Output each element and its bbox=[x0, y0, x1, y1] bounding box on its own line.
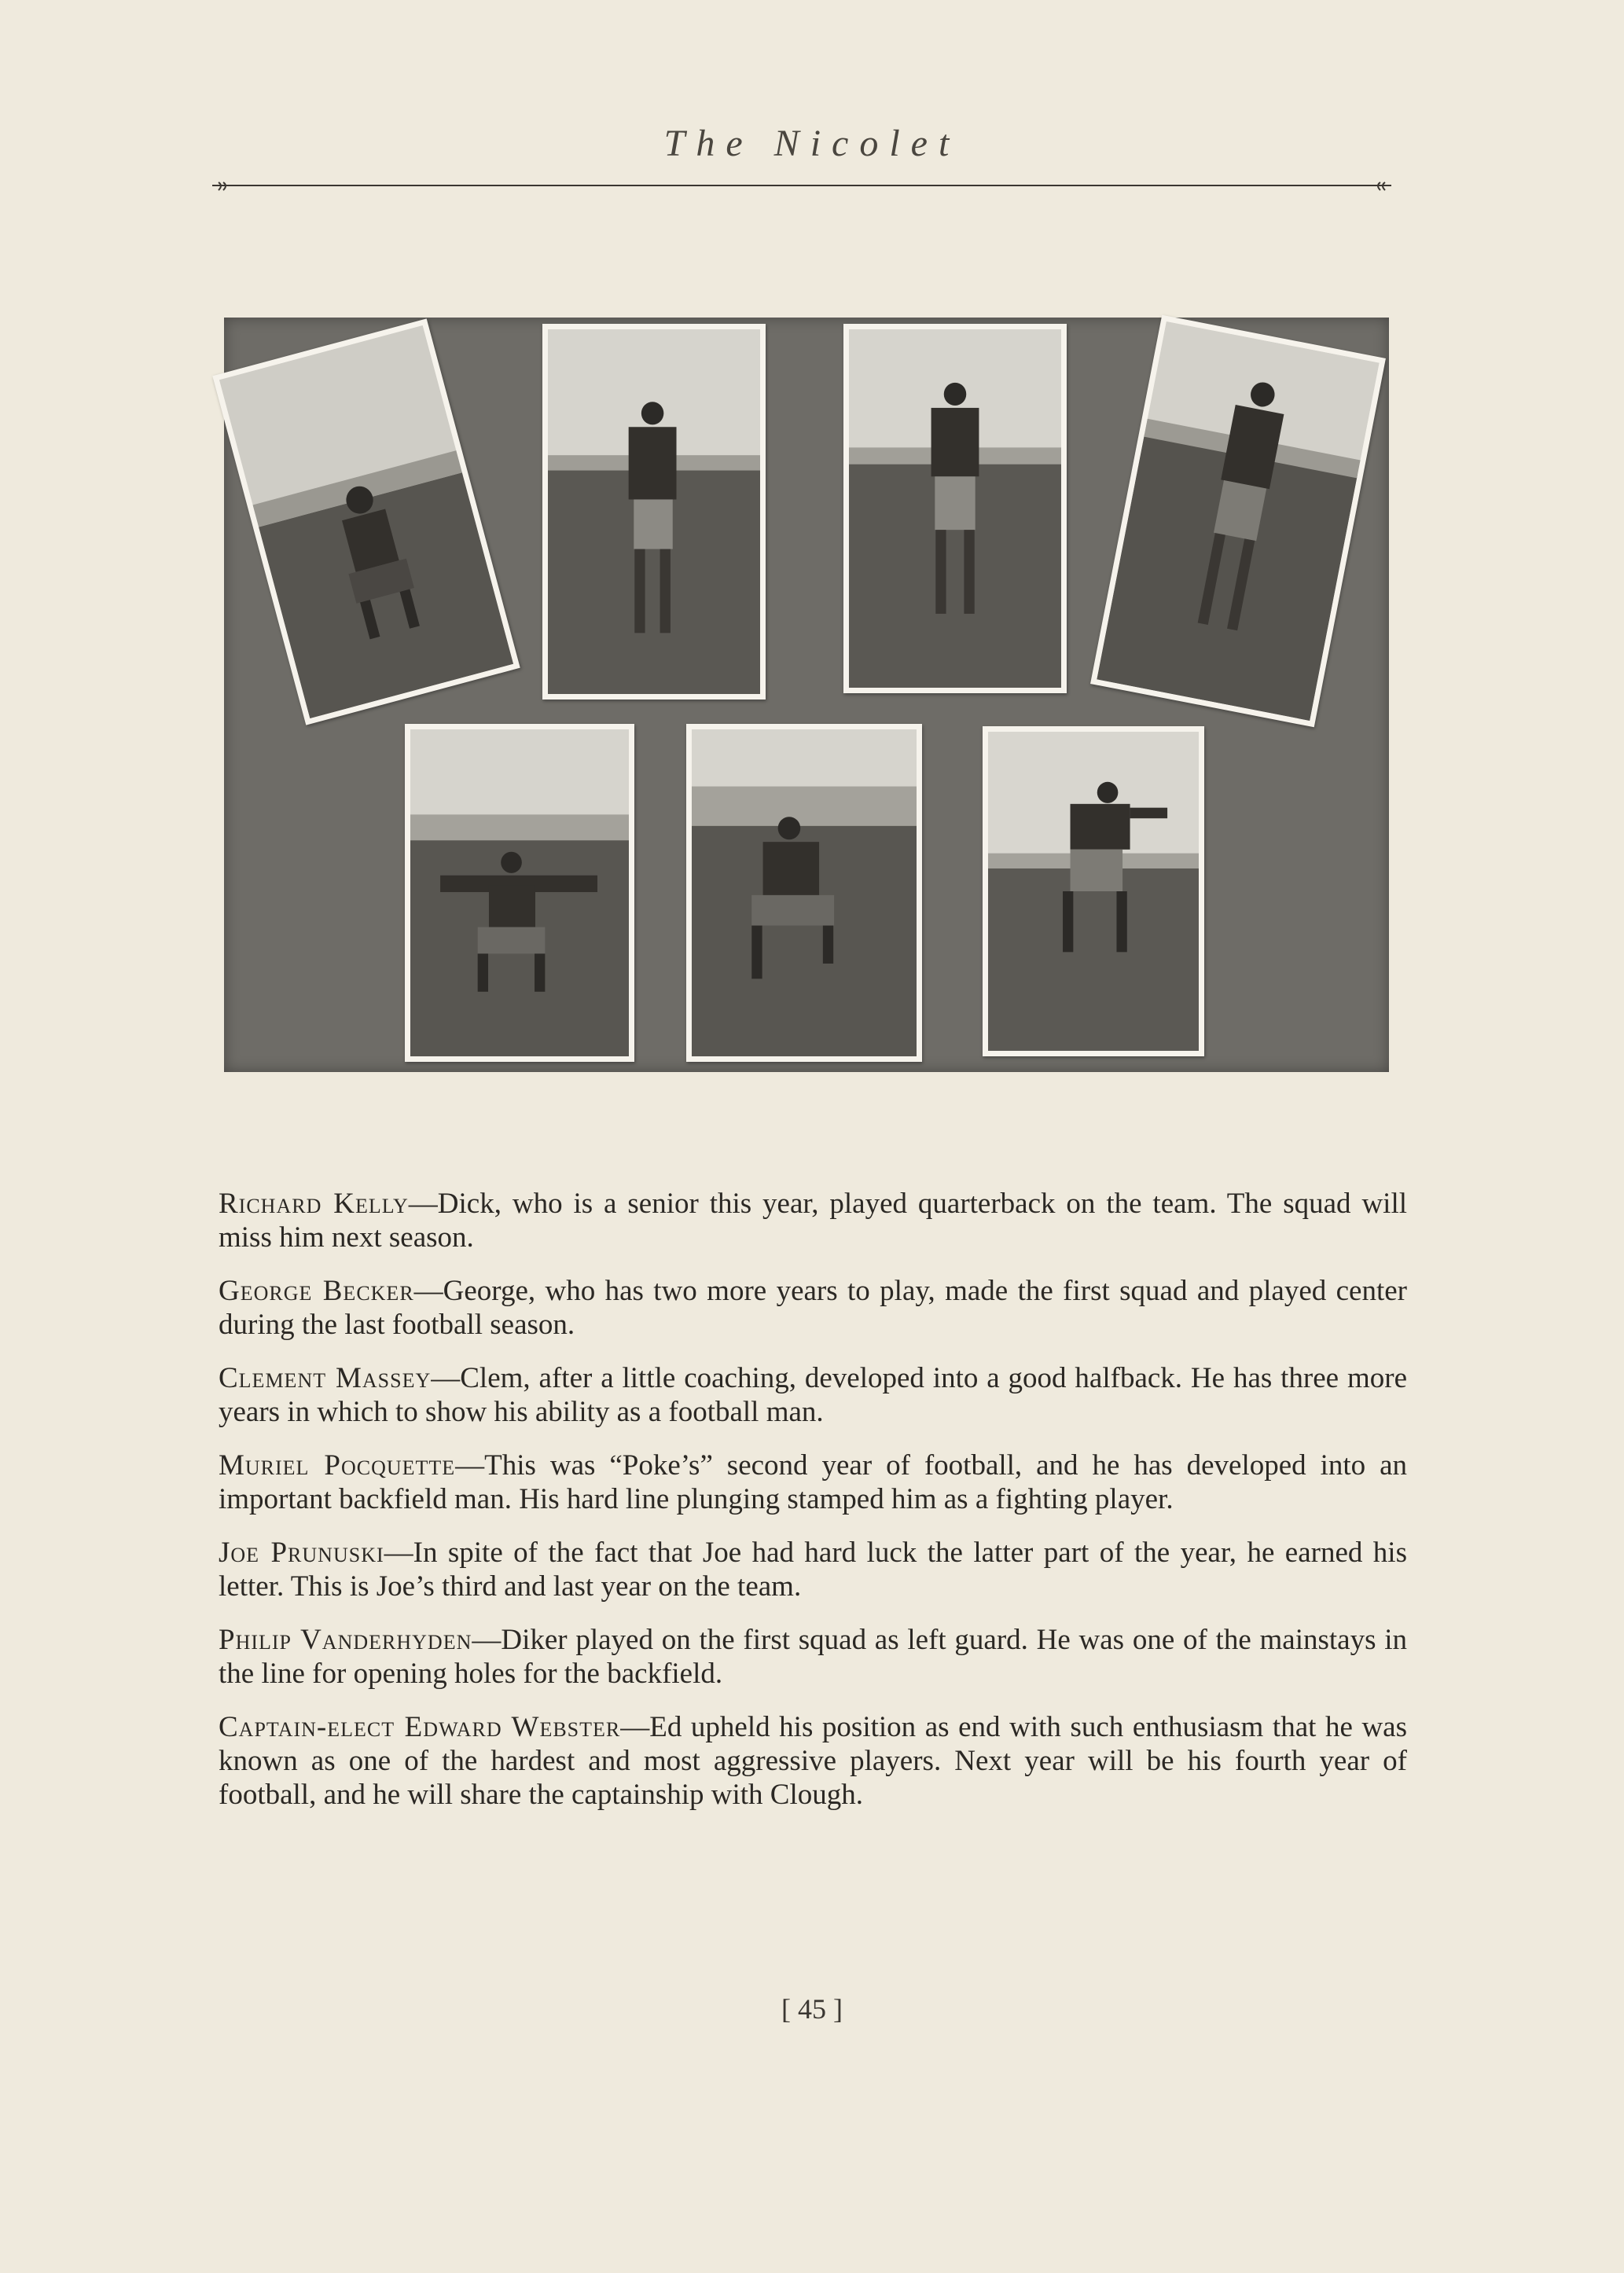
player-name: Richard Kelly bbox=[219, 1188, 409, 1220]
player-description: —Diker played on the first squad as left guard. He was one of the mainstays in the line for opening holes for the backfield. bbox=[219, 1624, 1407, 1690]
player-name: Muriel Pocquette bbox=[219, 1449, 456, 1482]
player-bio bbox=[219, 1710, 1407, 1812]
player-bio bbox=[219, 1361, 1407, 1429]
player-bio bbox=[219, 1449, 1407, 1516]
player-name: Joe Prunuski bbox=[219, 1537, 384, 1569]
page-number: [ 45 ] bbox=[781, 1993, 843, 2025]
player-description: —Ed upheld his position as end with such enthusiasm that he was known as one of the hardest and most aggressive players. Next year will be his fourth year of football, and he will share the captainship with Clough. bbox=[219, 1711, 1407, 1811]
player-photo-6 bbox=[686, 724, 922, 1062]
player-bio-list bbox=[219, 1187, 1407, 1831]
player-photo-1 bbox=[212, 318, 520, 725]
player-bio bbox=[219, 1187, 1407, 1254]
player-photo-2 bbox=[542, 324, 766, 700]
player-bio bbox=[219, 1536, 1407, 1603]
player-photo-3 bbox=[843, 324, 1067, 693]
player-description: —George, who has two more years to play, made the first squad and played center during the last football season. bbox=[219, 1275, 1407, 1341]
running-title: The Nicolet bbox=[663, 123, 961, 164]
team-photo-montage bbox=[224, 318, 1389, 1072]
player-photo-5 bbox=[405, 724, 634, 1062]
player-name: George Becker bbox=[219, 1275, 414, 1307]
player-bio bbox=[219, 1274, 1407, 1342]
player-bio bbox=[219, 1623, 1407, 1691]
player-name: Philip Vanderhyden bbox=[219, 1624, 472, 1656]
header-rule-divider bbox=[212, 181, 1391, 196]
player-photo-7 bbox=[983, 726, 1204, 1056]
player-description: —Clem, after a little coaching, developed into a good halfback. He has three more years in which to show his ability as a football man. bbox=[219, 1362, 1407, 1428]
player-photo-4 bbox=[1090, 315, 1386, 728]
player-description: —Dick, who is a senior this year, played quarterback on the team. The squad will miss him next season. bbox=[219, 1188, 1408, 1254]
player-description: —In spite of the fact that Joe had hard luck the latter part of the year, he earned his letter. This is Joe’s third and last year on the team. bbox=[219, 1537, 1407, 1603]
player-name: Clement Massey bbox=[219, 1362, 432, 1394]
player-description: —This was “Poke’s” second year of football, and he has developed into an important backfield man. His hard line plunging stamped him as a fighting player. bbox=[219, 1449, 1407, 1515]
player-name: Captain-elect Edward Webster bbox=[219, 1711, 621, 1743]
